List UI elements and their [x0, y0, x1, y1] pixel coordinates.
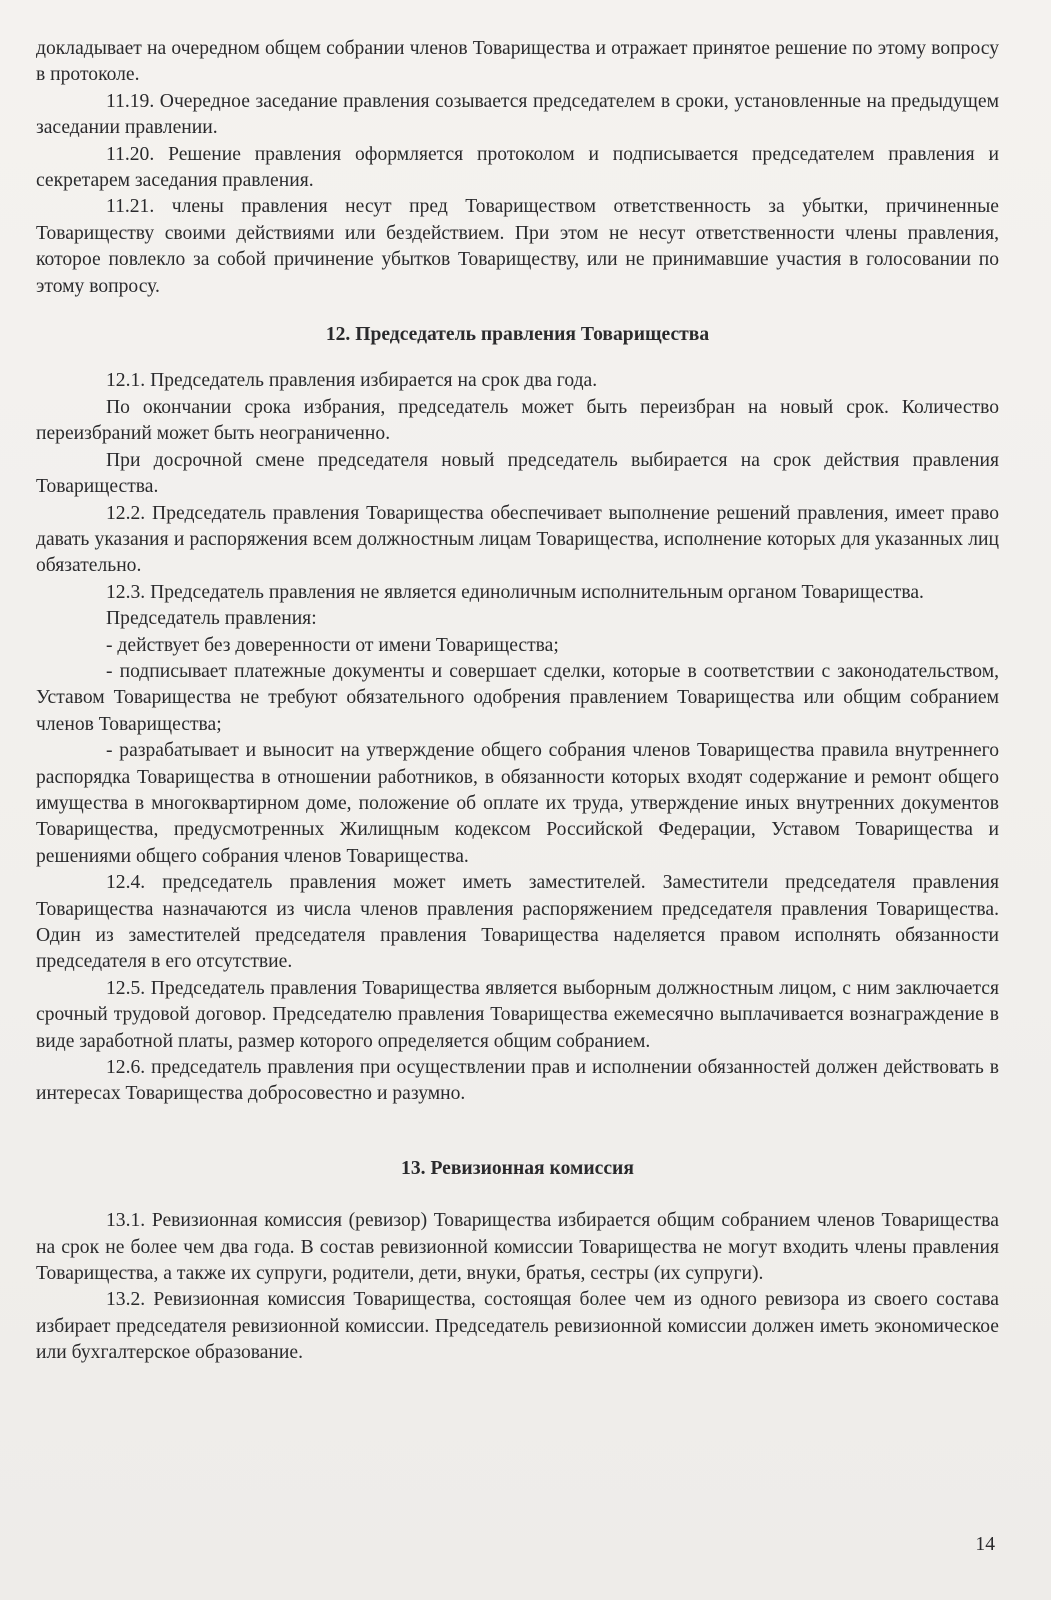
list-item-12-3-power-of-attorney: - действует без доверенности от имени Товарищества; [106, 634, 559, 656]
list-item-12-3-payment-documents: - подписывает платежные документы и совершает сделки, которые в соответствии с законодательством, Уставом Товарищества не требуют обязательного одобрения правлением Товарищества или общим собранием членов Товарищества; [36, 660, 999, 735]
paragraph-12-3: 12.3. Председатель правления не является единоличным исполнительным органом Товарищества. [106, 581, 924, 603]
paragraph-12-1-reelection: По окончании срока избрания, председатель может быть переизбран на новый срок. Количество переизбраний может быть неограниченно. [36, 396, 999, 445]
paragraph-13-1: 13.1. Ревизионная комиссия (ревизор) Товарищества избирается общим собранием членов Товарищества на срок не более чем два года. В состав ревизионной комиссии Товарищества не могут входить члены правления Товарищества, а также их супруги, родители, дети, внуки, братья, сестры (их супруги). [36, 1210, 999, 1285]
paragraph-11-21: 11.21. члены правления несут пред Товариществом ответственность за убытки, причиненные Товариществу своими действиями или бездействием. При этом не несут ответственности члены правления, которое повлекло за собой причинение убытков Товариществу, или не принимавшие участия в голосовании по этому вопросу. [36, 196, 999, 297]
paragraph-12-2: 12.2. Председатель правления Товарищества обеспечивает выполнение решений правления, имеет право давать указания и распоряжения всем должностным лицам Товарищества, исполнение которых для указанных лиц обязательно. [36, 502, 999, 577]
paragraph-intro: докладывает на очередном общем собрании членов Товарищества и отражает принятое решение по этому вопросу в протоколе. [36, 38, 999, 86]
paragraph-12-3-intro: Председатель правления: [106, 608, 317, 630]
list-item-12-3-internal-rules: - разрабатывает и выносит на утверждение общего собрания членов Товарищества правила внутреннего распорядка Товарищества в отношении работников, в обязанности которых входят содержание и ремонт общего имущества в многоквартирном доме, положение об оплате их труда, утверждение иных внутренних документов Товарищества, предусмотренных Жилищным кодексом Российской Федерации, Уставом Товарищества и решениями общего собрания членов Товарищества. [36, 740, 999, 867]
paragraph-13-2: 13.2. Ревизионная комиссия Товарищества, состоящая более чем из одного ревизора из своего состава избирает председателя ревизионной комиссии. Председатель ревизионной комиссии должен иметь экономическое или бухгалтерское образование. [36, 1289, 999, 1364]
paragraph-12-1: 12.1. Председатель правления избирается на срок два года. [106, 370, 598, 392]
section-heading-12: 12. Председатель правления Товарищества [325, 324, 710, 346]
paragraph-12-6: 12.6. председатель правления при осуществлении прав и исполнении обязанностей должен действовать в интересах Товарищества добросовестно и разумно. [36, 1057, 999, 1105]
section-heading-13: 13. Ревизионная комиссия [401, 1157, 634, 1179]
paragraph-11-19: 11.19. Очередное заседание правления созывается председателем в сроки, установленные на предыдущем заседании правлении. [36, 90, 999, 139]
paragraph-12-5: 12.5. Председатель правления Товарищества является выборным должностным лицом, с ним заключается срочный трудовой договор. Председателю правления Товарищества ежемесячно выплачивается вознаграждение в виде заработной платы, размер которого определяется общим собранием. [36, 977, 999, 1052]
paragraph-11-20: 11.20. Решение правления оформляется протоколом и подписывается председателем правления и секретарем заседания правления. [36, 143, 999, 192]
paragraph-12-1-early-change: При досрочной смене председателя новый председатель выбирается на срок действия правления Товарищества. [36, 449, 999, 498]
page-number: 14 [975, 1534, 995, 1555]
paragraph-12-4: 12.4. председатель правления может иметь заместителей. Заместители председателя правления Товарищества назначаются из числа членов правления распоряжением председателя правления Товарищества. Один из заместителей председателя правления Товарищества наделяется правом исполнять обязанности председателя в его отсутствие. [36, 872, 999, 973]
